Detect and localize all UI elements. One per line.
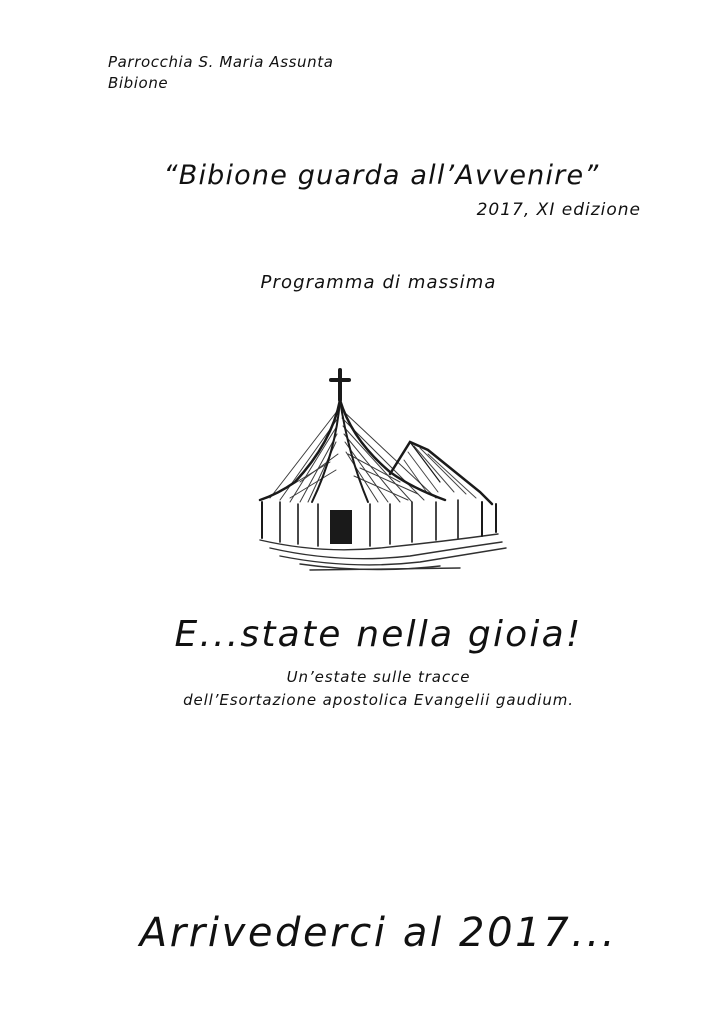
- programme-label: Programma di massima: [260, 272, 497, 293]
- parish-header: [108, 52, 334, 94]
- theme-subtitle-line1: Un’estate sulle tracce: [286, 668, 471, 686]
- theme-motto: E...state nella gioia!: [174, 614, 583, 655]
- theme-subtitle-line2: dell’Esortazione apostolica Evangelii gaudium.: [183, 691, 574, 709]
- edition-label: 2017, XI edizione: [476, 200, 641, 220]
- parish-town: Bibione: [108, 74, 169, 92]
- farewell-heading: Arrivederci al 2017...: [139, 910, 618, 956]
- event-title: “Bibione guarda all’Avvenire”: [163, 160, 600, 191]
- church-sketch-icon: [240, 342, 520, 582]
- parish-name: Parrocchia S. Maria Assunta: [108, 53, 334, 71]
